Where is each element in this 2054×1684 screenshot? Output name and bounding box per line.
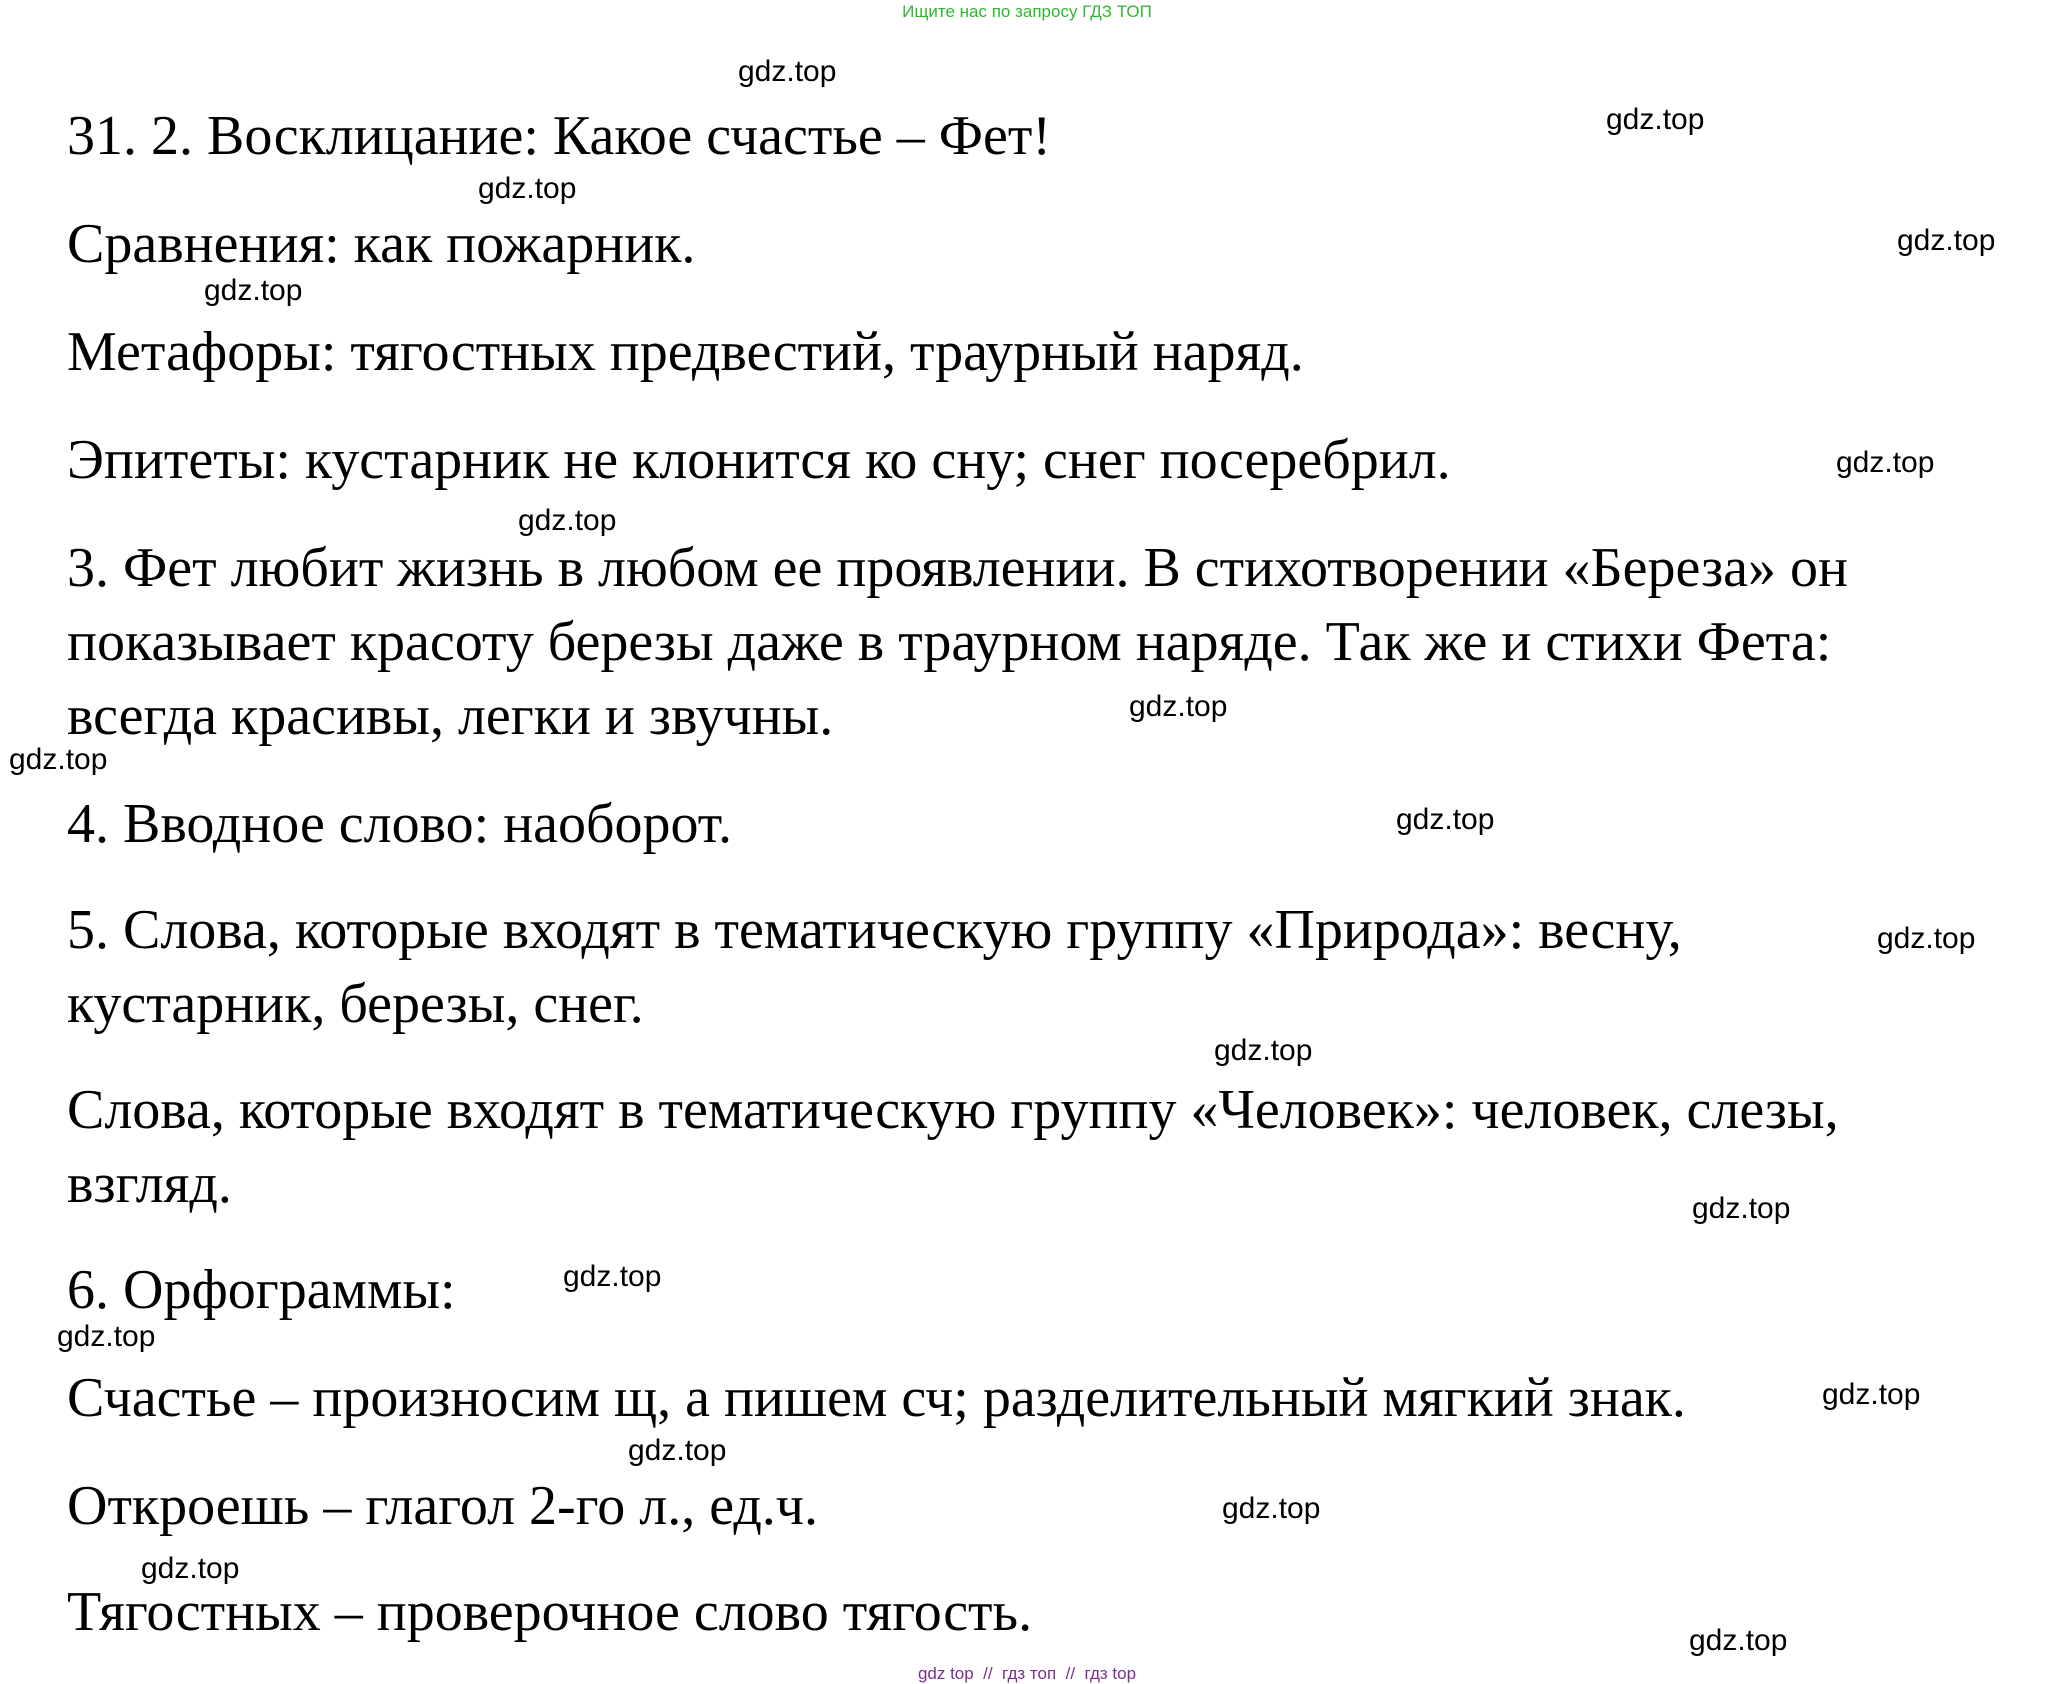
line-exclamation: 31. 2. Восклицание: Какое счастье – Фет!	[67, 105, 1051, 167]
watermark: gdz.top	[628, 1434, 727, 1467]
watermark: gdz.top	[1214, 1034, 1313, 1067]
watermark: gdz.top	[1822, 1378, 1921, 1411]
watermark: gdz.top	[738, 55, 837, 88]
watermark: gdz.top	[1836, 446, 1935, 479]
watermark: gdz.top	[563, 1260, 662, 1293]
line-answer-3-part-2: показывает красоту березы даже в траурном наряде. Так же и стихи Фета:	[67, 611, 1832, 673]
line-human-group-part-1: Слова, которые входят в тематическую группу «Человек»: человек, слезы,	[67, 1079, 1839, 1141]
line-spelling-schastye: Счастье – произносим щ, а пишем сч; разделительный мягкий знак.	[67, 1367, 1686, 1429]
line-comparisons: Сравнения: как пожарник.	[67, 213, 696, 275]
top-banner: Ищите нас по запросу ГДЗ ТОП	[902, 2, 1152, 21]
line-answer-5-part-2: кустарник, березы, снег.	[67, 973, 644, 1035]
watermark: gdz.top	[57, 1320, 156, 1353]
watermark: gdz.top	[1689, 1624, 1788, 1657]
line-answer-3-part-3: всегда красивы, легки и звучны.	[67, 685, 834, 747]
line-spelling-tyagostnykh: Тягостных – проверочное слово тягость.	[67, 1581, 1033, 1643]
watermark: gdz.top	[518, 504, 617, 537]
watermark: gdz.top	[478, 172, 577, 205]
watermark: gdz.top	[1877, 922, 1976, 955]
line-epithets: Эпитеты: кустарник не клонится ко сну; снег посеребрил.	[67, 429, 1451, 491]
line-answer-3-part-1: 3. Фет любит жизнь в любом ее проявлении. В стихотворении «Береза» он	[67, 537, 1849, 599]
line-answer-5-part-1: 5. Слова, которые входят в тематическую группу «Природа»: весну,	[67, 899, 1682, 961]
watermark: gdz.top	[1897, 224, 1996, 257]
line-answer-6: 6. Орфограммы:	[67, 1259, 456, 1321]
line-answer-4: 4. Вводное слово: наоборот.	[67, 793, 733, 855]
watermark: gdz.top	[1396, 803, 1495, 836]
line-metaphors: Метафоры: тягостных предвестий, траурный наряд.	[67, 321, 1304, 383]
watermark: gdz.top	[1606, 103, 1705, 136]
watermark: gdz.top	[1222, 1492, 1321, 1525]
watermark: gdz.top	[141, 1552, 240, 1585]
watermark: gdz.top	[1129, 690, 1228, 723]
watermark: gdz.top	[9, 743, 108, 776]
watermark: gdz.top	[1692, 1192, 1791, 1225]
footer-watermark: gdz top // гдз топ // гдз top	[917, 1664, 1137, 1683]
line-human-group-part-2: взгляд.	[67, 1153, 232, 1215]
line-spelling-otkroesh: Откроешь – глагол 2-го л., ед.ч.	[67, 1475, 818, 1537]
watermark: gdz.top	[204, 274, 303, 307]
